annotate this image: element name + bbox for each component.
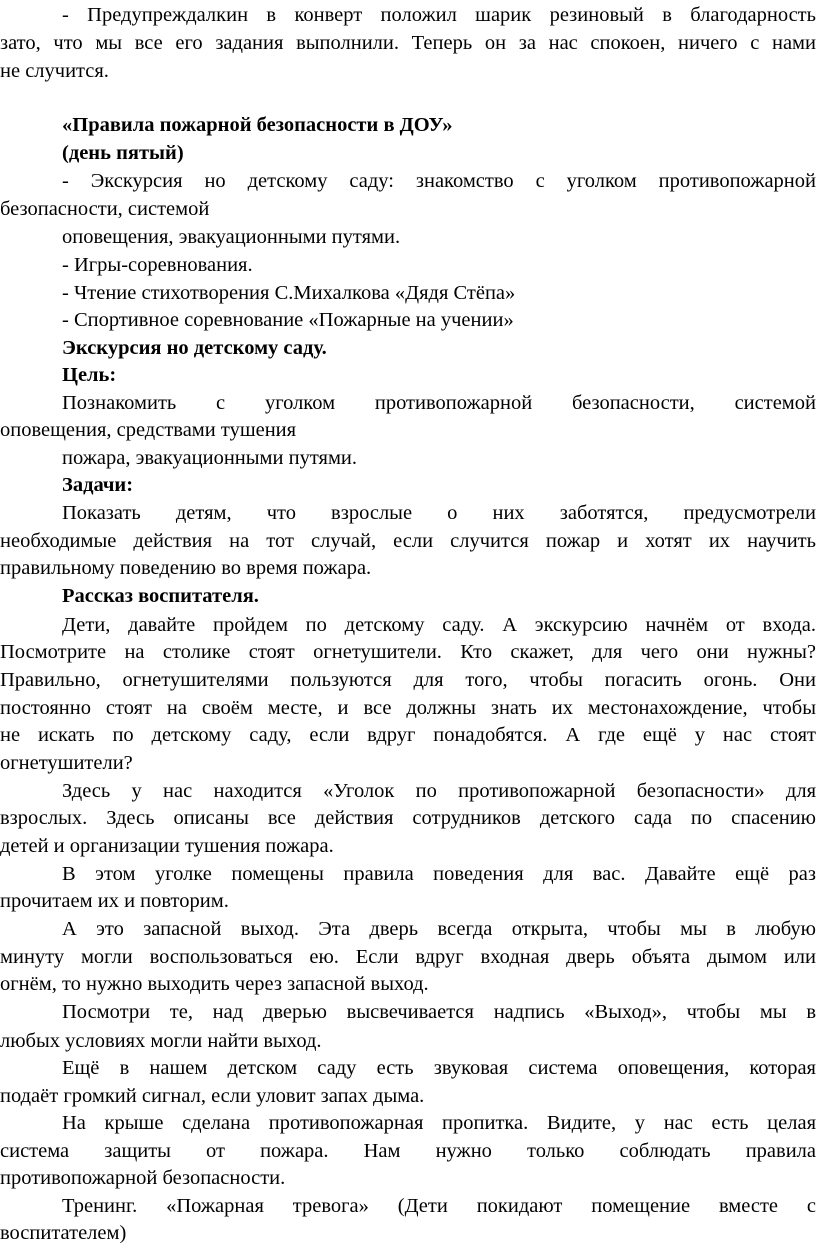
heading: Экскурсия но детскому саду. — [62, 336, 327, 359]
text-line: - Чтение стихотворения С.Михалкова «Дядя Стёпа» — [62, 281, 516, 304]
heading: Цель: — [62, 363, 117, 386]
text-line: Тренинг. «Пожарная тревога» (Дети покидают помещение вместе с — [62, 1194, 816, 1217]
text-line: Познакомить с уголком противопожарной безопасности, системой — [62, 391, 816, 414]
text-line: любых условиях могли найти выход. — [0, 1029, 322, 1052]
text-line: постоянно стоят на своём месте, и все должны знать их местонахождение, чтобы — [0, 696, 816, 719]
heading: Задачи: — [62, 474, 134, 497]
text-line: минуту могли воспользоваться ею. Если вдруг входная дверь объята дымом или — [0, 946, 816, 969]
text-line: Здесь у нас находится «Уголок по противопожарной безопасности» для — [62, 779, 816, 802]
text-line: Дети, давайте пройдем по детскому саду. А экскурсию начнём от входа. — [62, 613, 816, 636]
text-line: - Предупреждалкин в конверт положил шарик резиновый в благодарность — [62, 4, 816, 26]
text-line: А это запасной выход. Эта дверь всегда открыта, чтобы мы в любую — [62, 918, 816, 941]
text-line: взрослых. Здесь описаны все действия сотрудников детского сада по спасению — [0, 807, 816, 829]
text-line: зато, что мы все его задания выполнили. Теперь он за нас спокоен, ничего с нами — [0, 32, 816, 55]
text-line: система защиты от пожара. Нам нужно только соблюдать правила — [0, 1139, 816, 1162]
text-line: - Игры-соревнования. — [62, 253, 253, 276]
text-line: оповещения, эвакуационными путями. — [62, 225, 401, 248]
text-line: не случится. — [0, 60, 109, 83]
section-title: «Правила пожарной безопасности в ДОУ» — [62, 114, 453, 137]
text-line: необходимые действия на тот случай, если случится пожар и хотят их научить — [0, 530, 816, 553]
text-line: Правильно, огнетушителями пользуются для того, чтобы погасить огонь. Они — [0, 668, 816, 691]
text-line: - Спортивное соревнование «Пожарные на учении» — [62, 308, 514, 331]
text-line: подаёт громкий сигнал, если уловит запах дыма. — [0, 1084, 425, 1107]
section-subtitle: (день пятый) — [62, 142, 184, 165]
text-line: безопасности, системой — [0, 197, 210, 220]
text-line: детей и организации тушения пожара. — [0, 835, 334, 857]
heading: Рассказ воспитателя. — [62, 585, 259, 608]
text-line: На крыше сделана противопожарная пропитка. Видите, у нас есть целая — [62, 1111, 816, 1134]
text-line: оповещения, средствами тушения — [0, 419, 297, 441]
text-line: Ещё в нашем детском саду есть звуковая система оповещения, которая — [62, 1056, 816, 1079]
text-line: Посмотри те, над дверью высвечивается надпись «Выход», чтобы мы в — [62, 1001, 816, 1024]
text-line: огнём, то нужно выходить через запасной выход. — [0, 973, 429, 996]
text-line: воспитателем) — [0, 1222, 127, 1244]
text-line: прочитаем их и повторим. — [0, 890, 229, 913]
text-line: пожара, эвакуационными путями. — [62, 447, 358, 470]
text-line: не искать по детскому саду, если вдруг понадобятся. А где ещё у нас стоят — [0, 723, 816, 746]
text-line: правильному поведению во время пожара. — [0, 557, 372, 580]
text-line: - Экскурсия но детскому саду: знакомство с уголком противопожарной — [62, 170, 816, 193]
text-line: противопожарной безопасности. — [0, 1166, 286, 1189]
text-line: Показать детям, что взрослые о них заботятся, предусмотрели — [62, 502, 816, 525]
text-line: В этом уголке помещены правила поведения для вас. Давайте ещё раз — [62, 863, 816, 886]
text-line: огнетушители? — [0, 751, 133, 774]
text-line: Посмотрите на столике стоят огнетушители. Кто скажет, для чего они нужны? — [0, 640, 816, 663]
